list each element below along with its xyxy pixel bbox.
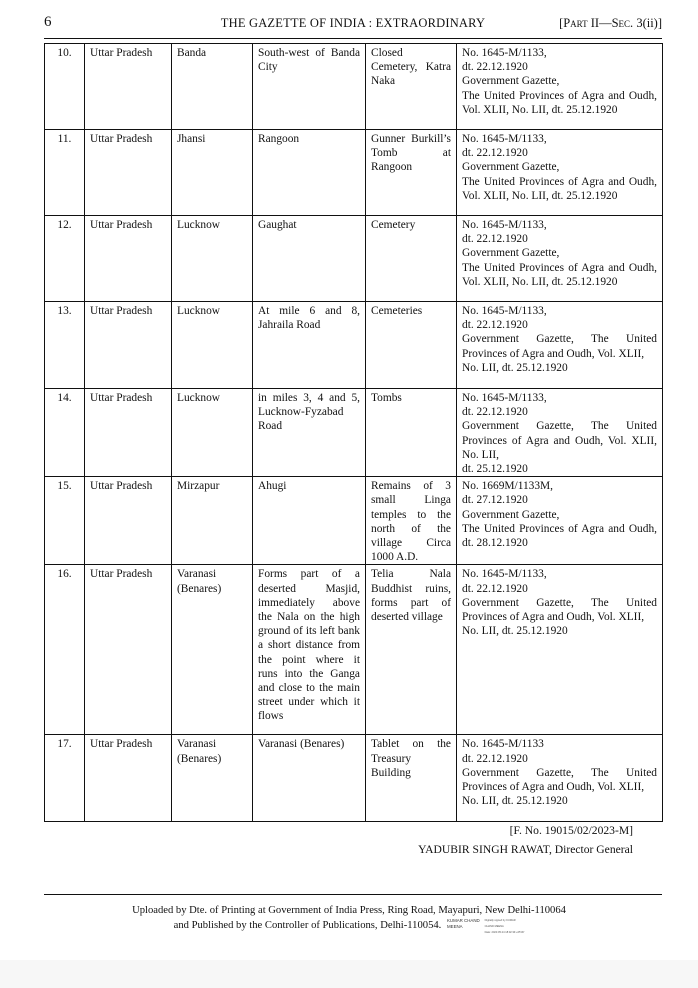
file-reference: [F. No. 19015/02/2023-M] [509,824,633,837]
table-row [45,389,663,477]
table-row [45,216,663,302]
state-cell: Uttar Pradesh [85,130,172,216]
locality-cell: Gaughat [253,216,366,302]
serial-number-cell: 14. [45,389,85,477]
signatory: YADUBIR SINGH RAWAT, Director General [418,843,633,856]
notification-line: dt. 27.12.1920 [462,494,528,507]
monument-cell: Telia Nala Buddhist ruins, forms part of deserted village [366,565,457,735]
serial-number-cell: 13. [45,302,85,389]
district-cell: Banda [172,44,253,130]
section-label: [Part II—Sec. 3(ii)] [559,16,662,30]
notification-line: No. 1669M/1133M, [462,480,554,493]
notification-line: dt. 22.12.1920 [462,582,528,595]
monuments-table [44,43,663,822]
notification-line: dt. 22.12.1920 [462,752,528,765]
header-rule [44,38,662,39]
footer-line-2: and Published by the Controller of Publications, Delhi-110054. KUMAR CHAND MEENA Digitally signed by KUMAR CHAND MEENA Date: 2023.05.24 18:02:39 +05'30' [173,918,525,934]
locality-cell: At mile 6 and 8, Jahraila Road [253,302,366,389]
notification-line: dt. 25.12.1920 [462,463,528,476]
state-cell: Uttar Pradesh [85,477,172,565]
notification-cell [457,302,663,389]
serial-number-cell: 16. [45,565,85,735]
page-header [44,14,662,36]
district-cell: Lucknow [172,216,253,302]
notification-cell [457,44,663,130]
notification-cell [457,735,663,822]
notification-line: The United Provinces of Agra and Oudh, Vol. XLII, No. LII, dt. 25.12.1920 [462,89,657,116]
notification-line: No. LII, dt. 25.12.1920 [462,625,568,638]
serial-number-cell: 17. [45,735,85,822]
notification-line: Government Gazette, The United Provinces of Agra and Oudh, Vol. XLII, No. LII, [462,420,657,461]
notification-line: The United Provinces of Agra and Oudh, Vol. XLII, No. LII, dt. 25.12.1920 [462,261,657,288]
state-cell: Uttar Pradesh [85,735,172,822]
notification-line: dt. 22.12.1920 [462,147,528,160]
notification-line: dt. 22.12.1920 [462,319,528,332]
page-number: 6 [44,14,52,30]
table-row [45,130,663,216]
table-row [45,735,663,822]
notification-line: No. 1645-M/1133, [462,305,547,317]
notification-cell [457,216,663,302]
notification-cell [457,389,663,477]
state-cell: Uttar Pradesh [85,216,172,302]
locality-cell: Rangoon [253,130,366,216]
monument-cell: Cemeteries [366,302,457,389]
notification-line: Government Gazette, [462,75,560,88]
notification-cell [457,130,663,216]
notification-line: Government Gazette, The United Provinces of Agra and Oudh, Vol. XLII, [462,766,657,794]
district-cell: Jhansi [172,130,253,216]
table-row [45,477,663,565]
serial-number-cell: 12. [45,216,85,302]
notification-cell [457,565,663,735]
notification-line: Government Gazette, [462,247,560,260]
locality-cell: in miles 3, 4 and 5, Lucknow-Fyzabad Road [253,389,366,477]
notification-line: No. LII, dt. 25.12.1920 [462,361,568,374]
notification-cell [457,477,663,565]
locality-cell: Ahugi [253,477,366,565]
state-cell: Uttar Pradesh [85,44,172,130]
notification-line: dt. 22.12.1920 [462,406,528,419]
state-cell: Uttar Pradesh [85,389,172,477]
serial-number-cell: 11. [45,130,85,216]
state-cell: Uttar Pradesh [85,302,172,389]
gazette-title: THE GAZETTE OF INDIA : EXTRAORDINARY [220,16,486,30]
notification-line: No. 1645-M/1133, [462,133,547,145]
serial-number-cell: 15. [45,477,85,565]
monument-cell: Tombs [366,389,457,477]
notification-line: No. 1645-M/1133, [462,219,547,231]
notification-line: The United Provinces of Agra and Oudh, dt. 28.12.1920 [462,522,657,550]
district-cell: Mirzapur [172,477,253,565]
footer-rule [44,894,662,895]
state-cell: Uttar Pradesh [85,565,172,735]
notification-line: No. 1645-M/1133, [462,392,547,404]
notification-line: Government Gazette, [462,508,560,521]
notification-line: Government Gazette, [462,161,560,174]
district-cell: Lucknow [172,389,253,477]
notification-line: No. 1645-M/1133, [462,568,547,581]
monument-cell: Tablet on the Treasury Building [366,735,457,822]
district-cell: Lucknow [172,302,253,389]
locality-cell: Forms part of a deserted Masjid, immediately above the Nala on the high ground of its left bank a short distance from the point where it runs into the Ganga and close to the main street under which it flows [253,565,366,735]
notification-line: dt. 22.12.1920 [462,233,528,246]
notification-line: The United Provinces of Agra and Oudh, Vol. XLII, No. LII, dt. 25.12.1920 [462,175,657,202]
notification-line: No. 1645-M/1133, [462,47,547,59]
serial-number-cell: 10. [45,44,85,130]
notification-line: dt. 22.12.1920 [462,61,528,74]
page-footer [0,903,698,936]
digital-signature-stamp: KUMAR CHAND MEENA Digitally signed by KUMAR CHAND MEENA Date: 2023.05.24 18:02:39 +05'30' [446,918,525,934]
notification-line: No. LII, dt. 25.12.1920 [462,795,568,808]
monument-cell: Closed Cemetery, Katra Naka [366,44,457,130]
monument-cell: Remains of 3 small Linga temples to the north of the village Circa 1000 A.D. [366,477,457,565]
monument-cell: Gunner Burkill’s Tomb at Rangoon [366,130,457,216]
notification-line: Government Gazette, The United Provinces of Agra and Oudh, Vol. XLII, [462,596,657,624]
table-row [45,565,663,735]
footer-line-1: Uploaded by Dte. of Printing at Government of India Press, Ring Road, Mayapuri, New Delhi-110064 [132,905,566,916]
table-row [45,302,663,389]
table-row [45,44,663,130]
locality-cell: Varanasi (Benares) [253,735,366,822]
notification-line: Government Gazette, The United Provinces of Agra and Oudh, Vol. XLII, [462,333,657,360]
district-cell: Varanasi (Benares) [172,735,253,822]
notification-line: No. 1645-M/1133 [462,738,544,751]
monument-cell: Cemetery [366,216,457,302]
district-cell: Varanasi (Benares) [172,565,253,735]
locality-cell: South-west of Banda City [253,44,366,130]
